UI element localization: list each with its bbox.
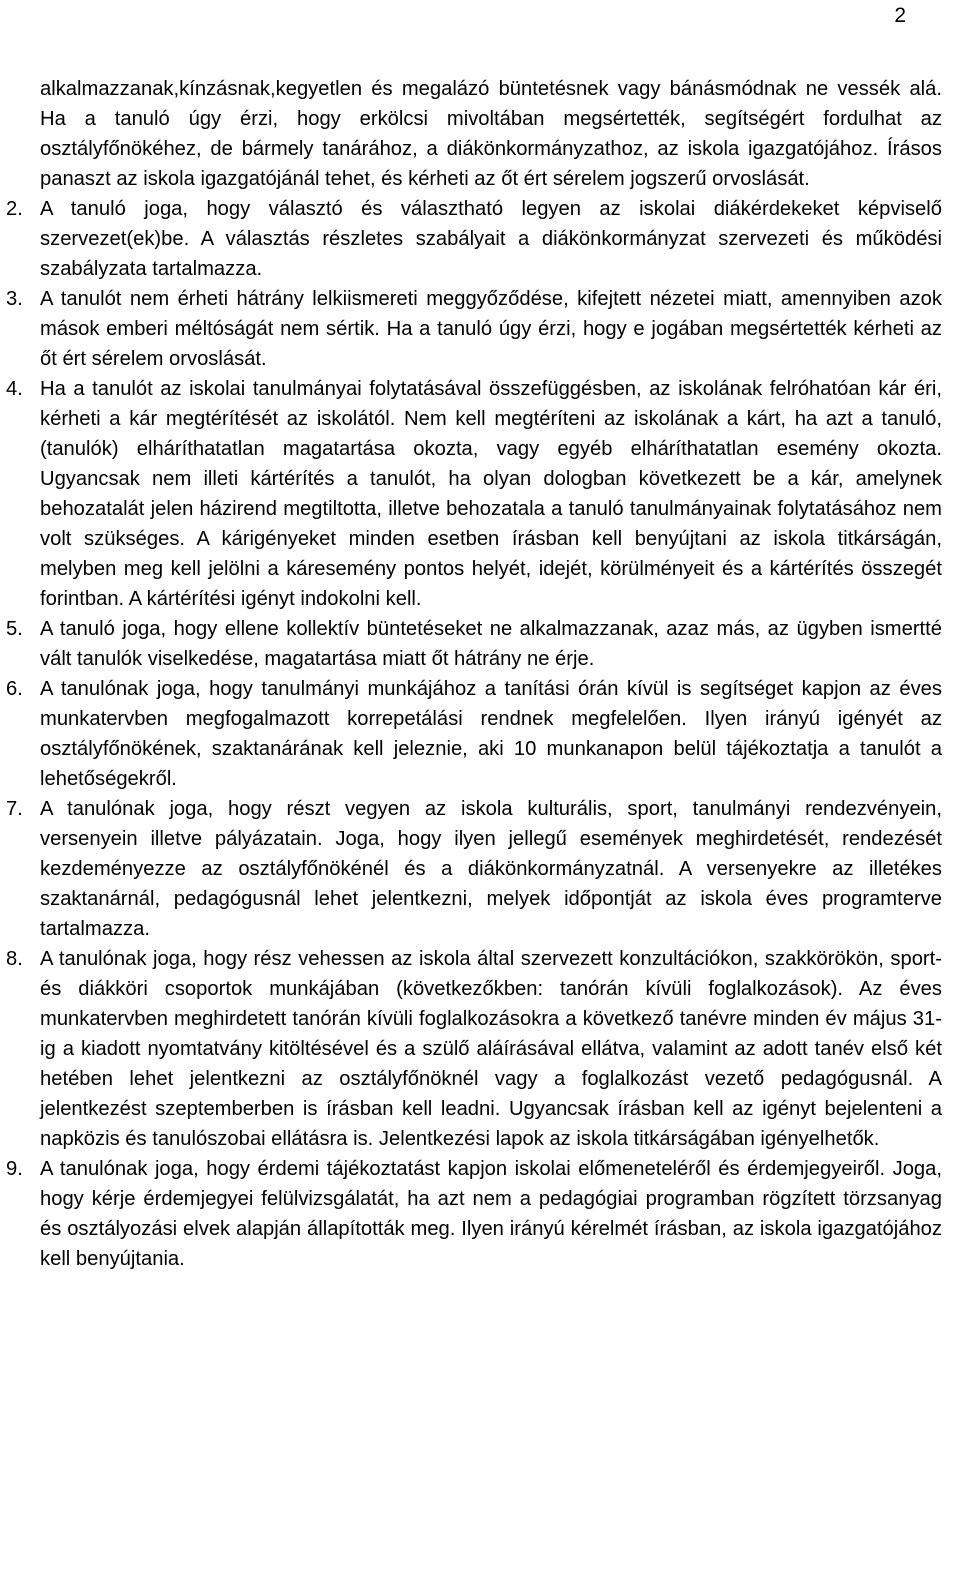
list-item-text: A tanulónak joga, hogy rész vehessen az iskola által szervezett konzultációkon, szakkörökön, sport- és diákköri csoportok munkájában (következőkben: tanórán kívüli foglalkozások). Az éves munkatervben meghirdetett tanórán kívüli foglalkozásokra a következő tanévre minden év május 31-ig a kiadott nyomtatvány kitöltésével és a szülő aláírásával ellátva, valamint az adott tanév első két hetében lehet jelentkezni az osztályfőnöknél vagy a foglalkozást vezető pedagógusnál. A jelentkezést szeptemberben is írásban kell leadni. Ugyancsak írásban kell az igényt bejelenteni a napközis és tanulószobai ellátásra is. Jelentkezési lapok az iskola titkárságában igényelhetők. <box>40 948 942 1150</box>
list-item-number: 3. <box>6 288 23 310</box>
list-item <box>0 794 942 944</box>
list-item-number: 2. <box>6 198 23 220</box>
list-item-text: A tanulónak joga, hogy érdemi tájékoztatást kapjon iskolai előmeneteléről és érdemjegyeiről. Joga, hogy kérje érdemjegyei felülvizsgálatát, ha azt nem a pedagógiai programban rögzített törzsanyag és osztályozási elvek alapján állapították meg. Ilyen irányú kérelmét írásban, az iskola igazgatójához kell benyújtania. <box>40 1158 942 1270</box>
list-item-text: A tanulót nem érheti hátrány lelkiismereti meggyőződése, kifejtett nézetei miatt, amennyiben azok mások emberi méltóságát nem sértik. Ha a tanuló úgy érzi, hogy e jogában megsértették kérheti az őt ért sérelem orvoslását. <box>40 288 942 370</box>
list-item <box>0 614 942 674</box>
list-item-text: A tanulónak joga, hogy részt vegyen az iskola kulturális, sport, tanulmányi rendezvényein, versenyein illetve pályázatain. Joga, hogy ilyen jellegű események meghirdetését, rendezését kezdeményezze az osztályfőnökénél és a diákönkormányzatnál. A versenyekre az illetékes szaktanárnál, pedagógusnál lehet jelentkezni, melyek időpontját az iskola éves programterve tartalmazza. <box>40 798 942 940</box>
list-item <box>0 374 942 614</box>
list-item <box>0 284 942 374</box>
intro-paragraph: alkalmazzanak,kínzásnak,kegyetlen és megalázó büntetésnek vagy bánásmódnak ne vessék alá. Ha a tanuló úgy érzi, hogy erkölcsi mivoltában megsértették, segítségért fordulhat az osztályfőnökéhez, de bármely tanárához, a diákönkormányzathoz, az iskola igazgatójához. Írásos panaszt az iskola igazgatójánál tehet, és kérheti az őt ért sérelem jogszerű orvoslását. <box>40 78 942 190</box>
list-item-number: 7. <box>6 798 23 820</box>
list-item-text: A tanuló joga, hogy ellene kollektív büntetéseket ne alkalmazzanak, azaz más, az ügyben ismertté vált tanulók viselkedése, magatartása miatt őt hátrány ne érje. <box>40 618 942 670</box>
list-item <box>0 944 942 1154</box>
list-item-number: 8. <box>6 948 23 970</box>
list-item <box>0 194 942 284</box>
document-body <box>0 74 960 1274</box>
list-item <box>0 674 942 794</box>
list-item-number: 4. <box>6 378 23 400</box>
list-item-number: 6. <box>6 678 23 700</box>
list-item-number: 5. <box>6 618 23 640</box>
list-item-text: A tanuló joga, hogy választó és választható legyen az iskolai diákérdekeket képviselő szervezet(ek)be. A választás részletes szabályait a diákönkormányzat szervezeti és működési szabályzata tartalmazza. <box>40 198 942 280</box>
list-item-number: 9. <box>6 1158 23 1180</box>
list-item-text: A tanulónak joga, hogy tanulmányi munkájához a tanítási órán kívül is segítséget kapjon az éves munkatervben megfogalmazott korrepetálási rendnek megfelelően. Ilyen irányú igényét az osztályfőnökének, szaktanárának kell jeleznie, aki 10 munkanapon belül tájékoztatja a tanulót a lehetőségekről. <box>40 678 942 790</box>
page-number: 2 <box>894 4 906 27</box>
list-item <box>0 1154 942 1274</box>
list-item-text: Ha a tanulót az iskolai tanulmányai folytatásával összefüggésben, az iskolának felróhatóan kár éri, kérheti a kár megtérítését az iskolától. Nem kell megtéríteni az iskolának a kárt, ha azt a tanuló, (tanulók) elháríthatatlan magatartása okozta, vagy egyéb elháríthatatlan esemény okozta. Ugyancsak nem illeti kártérítés a tanulót, ha olyan dologban következett be a kár, amelynek behozatalát jelen házirend megtiltotta, illetve behozatala a tanuló tanulmányainak folytatásához nem volt szükséges. A kárigényeket minden esetben írásban kell benyújtani az iskola titkárságán, melyben meg kell jelölni a káresemény pontos helyét, idejét, körülményeit és a kártérítés összegét forintban. A kártérítési igényt indokolni kell. <box>40 378 942 610</box>
